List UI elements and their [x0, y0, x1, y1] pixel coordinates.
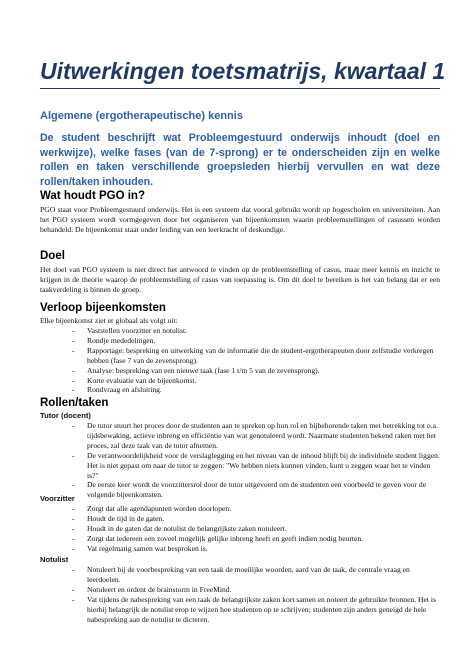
list-item: - Vat tijdens de nabespreking van een taak de belangrijkste zaken kort samen en noteert de gebruikte bronnen. Het is hierbij belangrijk de notulist erop te wijzen hoe studenten op te schrijven; studenten zijn anders geneigd de hele nabespreking aan de notulist te dicteren.	[72, 594, 436, 624]
list-item: - Houdt de tijd in de gaten.	[72, 513, 165, 523]
list-item: - Rondvraag en afsluiting.	[72, 385, 162, 395]
list-item: - De eerste keer wordt de voorzittersrol door de tutor uitgevoerd om de studenten een voorbeeld te geven voor de volgende bijeenkomsten.	[72, 480, 427, 500]
list-item: - De verantwoordelijkheid voor de verslaglegging en het niveau van de inhoud blijft bij de individuele student liggen. Het is niet gepast om naar de tutor te zeggen: "We hebben niets kunnen vinden, kunt u zeggen waar het te vinden is?"	[72, 450, 440, 480]
list-item: - Analyse: bespreking van een nieuwe taak (fase 1 t/m 5 van de zevensprong).	[72, 365, 320, 375]
intro-paragraph: De student beschrijft wat Probleemgestuurd onderwijs inhoudt (doel en werkwijze), welke fases (van de 7-sprong) er te onderscheiden zijn en welke rollen en taken verschillende groepsleden hierbij vervullen en wat deze rollen/taken inhouden.	[40, 132, 440, 188]
list-item: - Zorgt dat alle agendapunten worden doorlopen.	[72, 504, 232, 513]
list-item: - Notuleert bij de voorbespreking van een taak de moeilijke woorden, aard van de taak, de centrale vraag en leerdoelen.	[72, 565, 410, 584]
tutor-list	[40, 421, 440, 500]
doel-paragraph: Het doel van PGO systeem is niet direct het antwoord te vinden op de probleemstelling of casus, maar meer kennis en inzicht te krijgen in de theorie waarop de probleemstelling of casus van toepassing is. Om dit doel te bereiken is het van belang dat er een taakverdeling is binnen de groep.	[40, 265, 440, 294]
section-heading: Algemene (ergotherapeutische) kennis	[40, 110, 243, 122]
list-item: - Rapportage: bespreking en uitwerking van de informatie die de student-ergotherapeuten door zelfstudie verkregen hebben (fase 7 van de zevensprong).	[72, 345, 434, 365]
notulist-label: Notulist	[40, 555, 69, 564]
notulist-list	[40, 565, 440, 624]
tutor-label: Tutor (docent)	[40, 411, 91, 420]
list-item: - Notuleert en ordent de brainstorm in FreeMind.	[72, 584, 232, 594]
list-item: - Houdt in de gaten dat de notulist de belangrijkste zaken notuleert.	[72, 523, 287, 533]
document-title: Uitwerkingen toetsmatrijs, kwartaal 1	[40, 58, 440, 89]
list-item: - Vaststellen voorzitter en notulist.	[72, 326, 187, 335]
voorzitter-list	[40, 504, 440, 554]
list-item: - De tutor stuurt het proces door de studenten aan te spreken op hun rol en bijbehorende taken met betrekking tot o.a. tijdsbewaking, actieve inbreng en efficiëntie van wat genotuleerd wordt. Naarmate studenten bekend raken met het proces, zal deze taak van de tutor afnemen.	[72, 421, 438, 450]
pgo-paragraph: PGO staat voor Probleemgestuurd onderwijs. Het is een systeem dat vooral gebruikt wordt op hogescholen en universiteiten. Aan het PGO systeem wordt vormgegeven door het organiseren van bijeenkomsten waarin probleemstellingen of casussen worden behandeld. De bijeenkomst staat onder leiding van een leerkracht of deskundige.	[40, 205, 440, 234]
list-item: - Korte evaluatie van de bijeenkomst.	[72, 375, 197, 385]
list-item: - Vat regelmatig samen wat besproken is.	[72, 543, 208, 553]
doel-heading: Doel	[40, 250, 65, 262]
rollen-heading: Rollen/taken	[40, 397, 109, 409]
list-item: - Rondje mededelingen.	[72, 335, 156, 345]
pgo-heading: Wat houdt PGO in?	[40, 190, 145, 202]
verloop-list	[40, 326, 440, 395]
voorzitter-label: Voorzitter	[40, 494, 75, 503]
list-item: - Zorgt dat iedereen een zoveel mogelijk gelijke inbreng heeft en geeft indien nodig beurten.	[72, 533, 364, 543]
verloop-lead: Elke bijeenkomst ziet er globaal als volgt uit:	[40, 316, 178, 325]
verloop-heading: Verloop bijeenkomsten	[40, 302, 166, 314]
